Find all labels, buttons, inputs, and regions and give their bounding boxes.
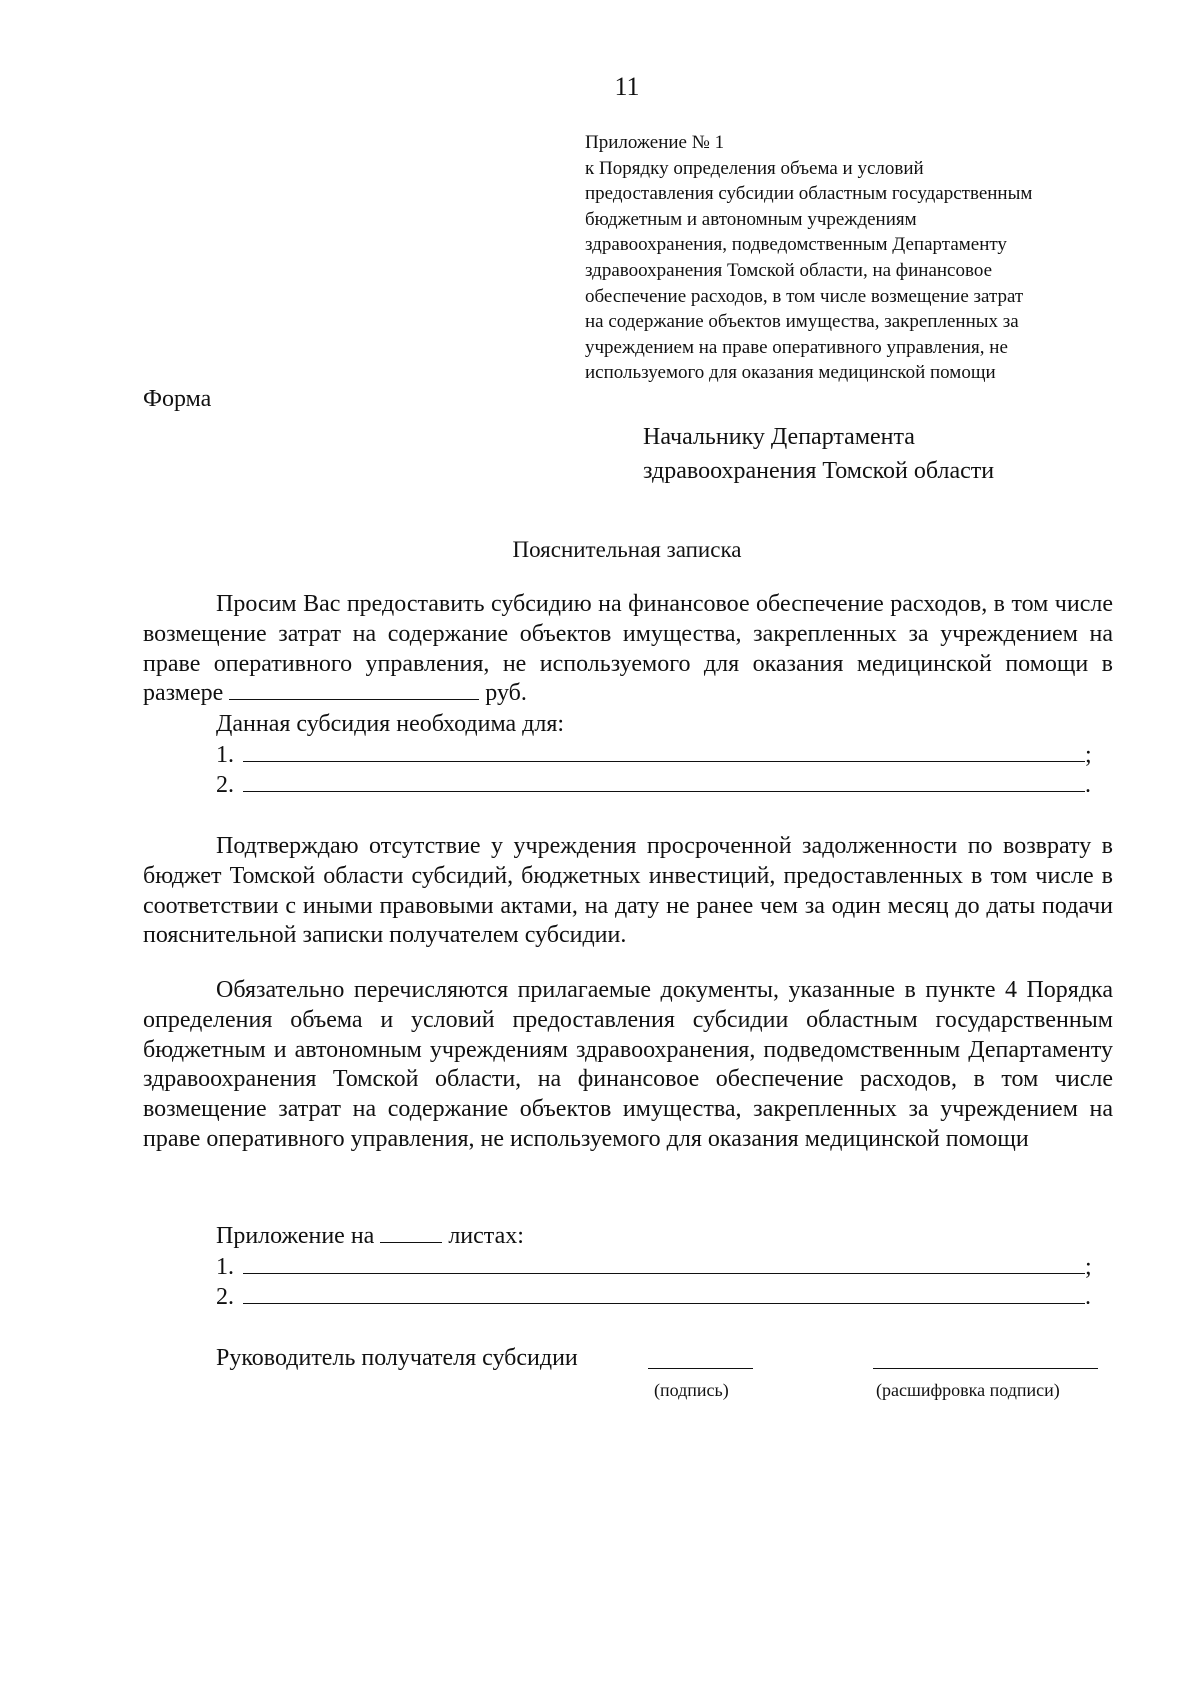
attachment-blank-line[interactable] [243, 1272, 1085, 1274]
needed-item [216, 741, 1092, 771]
signer-label: Руководитель получателя субсидии [216, 1345, 578, 1371]
item-end: ; [1085, 1254, 1092, 1280]
appendix-line: предоставления субсидии областным государственным [585, 183, 1033, 205]
appendix-line: бюджетным и автономным учреждениям [585, 208, 917, 230]
signature-caption: (подпись) [654, 1380, 729, 1400]
attachment-blank-line[interactable] [243, 1302, 1085, 1304]
signature-decode-blank-line[interactable] [873, 1368, 1098, 1369]
appendix-line: здравоохранения Томской области, на финансовое [585, 259, 992, 281]
confirm-paragraph [143, 832, 1113, 951]
item-number: 1. [216, 742, 234, 768]
appendix-line: на содержание объектов имущества, закрепленных за [585, 311, 1019, 333]
appendix-line: здравоохранения, подведомственным Департаменту [585, 234, 1007, 256]
appendix-line: используемого для оказания медицинской помощи [585, 362, 996, 384]
appendix-line: учреждением на праве оперативного управления, не [585, 336, 1008, 358]
attachment-label [216, 1223, 524, 1250]
confirm-text: Подтверждаю отсутствие у учреждения просроченной задолженности по возврату в бюджет Томской области субсидий, бюджетных инвестиций, предоставленных в том числе в соответствии с иными правовыми актами, на дату не ранее чем за один месяц до даты подачи пояснительной записки получателем субсидии. [143, 833, 1113, 949]
appendix-header [585, 130, 1125, 386]
needed-label: Данная субсидия необходима для: [216, 711, 565, 737]
appendix-line: Приложение № 1 [585, 132, 725, 153]
attachment-item [216, 1253, 1092, 1283]
obligatory-paragraph [143, 976, 1113, 1155]
signature-decode-caption: (расшифровка подписи) [876, 1380, 1060, 1400]
needed-item [216, 771, 1091, 801]
request-paragraph [143, 590, 1113, 709]
item-end: . [1085, 1284, 1091, 1310]
attachment-prefix: Приложение на [216, 1223, 375, 1249]
sheets-count-blank[interactable] [380, 1241, 442, 1243]
currency-label: руб. [485, 680, 527, 707]
document-title: Пояснительная записка [512, 537, 742, 562]
addressee [643, 420, 994, 488]
amount-blank[interactable] [229, 698, 479, 700]
attachment-item [216, 1283, 1091, 1313]
obligatory-text: Обязательно перечисляются прилагаемые документы, указанные в пункте 4 Порядка определения объема и условий предоставления субсидии областным государственным бюджетным и автономным учреждениям здравоохранения, подведомственным Департаменту здравоохранения Томской области, на финансовое обеспечение расходов, в том числе возмещение затрат на содержание объектов имущества, закрепленных за учреждением на праве оперативного управления, не используемого для оказания медицинской помощи [143, 977, 1113, 1152]
item-number: 2. [216, 772, 234, 798]
signature-blank-line[interactable] [648, 1368, 753, 1369]
request-text: Просим Вас предоставить субсидию на финансовое обеспечение расходов, в том числе возмещение затрат на содержание объектов имущества, закрепленных за учреждением на праве оперативного управления, не используемого для оказания медицинской помощи в размере [143, 591, 1113, 707]
addressee-line: здравоохранения Томской области [643, 458, 995, 484]
item-number: 2. [216, 1284, 234, 1310]
addressee-line: Начальнику Департамента [643, 424, 915, 450]
item-end: . [1085, 772, 1091, 798]
needed-blank-line[interactable] [243, 760, 1085, 762]
item-number: 1. [216, 1254, 234, 1280]
attachment-suffix: листах: [448, 1223, 524, 1249]
appendix-line: обеспечение расходов, в том числе возмещение затрат [585, 285, 1024, 307]
form-label: Форма [143, 386, 212, 412]
page-number: 11 [614, 72, 640, 101]
item-end: ; [1085, 742, 1092, 768]
appendix-line: к Порядку определения объема и условий [585, 157, 924, 179]
needed-blank-line[interactable] [243, 790, 1085, 792]
